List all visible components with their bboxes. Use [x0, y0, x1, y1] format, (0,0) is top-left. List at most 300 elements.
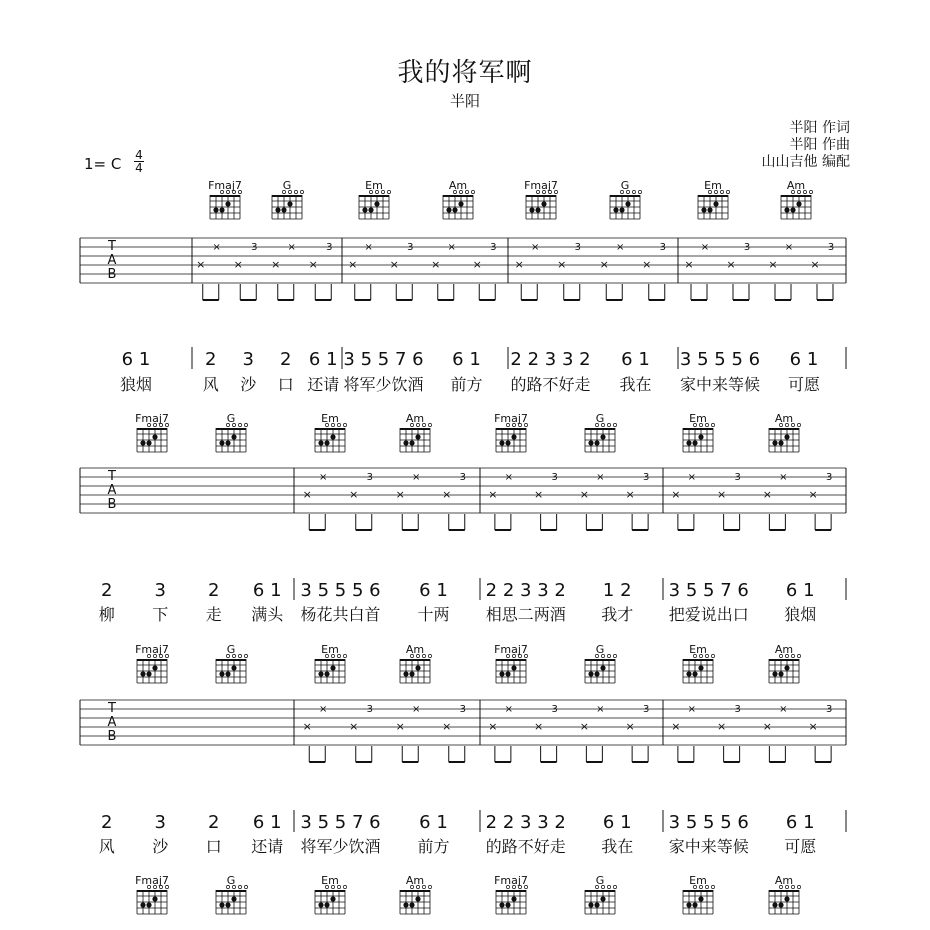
tab-mute-mark: ×: [196, 258, 206, 271]
numbered-note: 3 5 5 7 6: [668, 580, 749, 601]
chord-diagram: [315, 643, 347, 683]
lyric: 我才: [601, 605, 634, 624]
chord-open-marker: [428, 423, 431, 426]
tab-mute-mark: ×: [579, 488, 589, 501]
numbered-note: 6 1: [252, 812, 282, 833]
lyric: 我在: [619, 375, 652, 394]
chord-dot: [698, 665, 703, 670]
chord-nut: [526, 195, 556, 197]
numbered-note: 3 5 5 7 6: [300, 812, 381, 833]
chord-dot: [499, 902, 504, 907]
chord-dot: [146, 671, 151, 676]
chord-name: Fmaj7: [135, 412, 169, 425]
chord-name: G: [595, 412, 605, 425]
chord-dot: [600, 434, 605, 439]
chord-dot: [213, 207, 218, 212]
chord-diagram: [585, 643, 617, 683]
numbered-note: 6 1: [785, 580, 815, 601]
notation-row: [120, 347, 846, 394]
tab-label-a: A: [107, 715, 117, 730]
chord-dot: [698, 896, 703, 901]
chord-open-marker: [337, 423, 340, 426]
chord-dot: [778, 902, 783, 907]
numbered-note: 6 1: [121, 349, 151, 370]
chord-dot: [374, 201, 379, 206]
chord-nut: [216, 890, 246, 892]
chord-nut: [359, 195, 389, 197]
chord-nut: [781, 195, 811, 197]
notation-row: [99, 578, 846, 624]
chord-dot: [600, 665, 605, 670]
tab-label-a: A: [107, 483, 117, 498]
chord-dot: [330, 434, 335, 439]
chord-name: G: [595, 874, 605, 887]
chord-dot: [511, 665, 516, 670]
chord-dot: [600, 896, 605, 901]
chord-dot: [594, 671, 599, 676]
tab-fret-mark: 3: [743, 242, 751, 253]
lyric: 口: [205, 837, 222, 856]
chord-diagram: [135, 874, 169, 914]
tab-mute-mark: ×: [442, 488, 452, 501]
tab-fret-mark: ×: [364, 242, 373, 253]
chord-dot: [225, 201, 230, 206]
chord-dot: [511, 896, 516, 901]
chord-open-marker: [300, 190, 303, 193]
chord-diagram: [400, 874, 432, 914]
chord-diagram: [683, 412, 715, 452]
chord-diagram: [585, 412, 617, 452]
chord-diagram: [135, 643, 169, 683]
chord-open-marker: [343, 423, 346, 426]
chord-dot: [219, 671, 224, 676]
numbered-note: 2: [205, 349, 217, 370]
tab-mute-mark: ×: [395, 488, 405, 501]
chord-nut: [496, 428, 526, 430]
tab-staff: [80, 468, 846, 530]
chord-name: Fmaj7: [494, 874, 528, 887]
tab-fret-mark: 3: [734, 704, 741, 715]
chord-dot: [698, 434, 703, 439]
chord-dot: [594, 902, 599, 907]
chord-dot: [140, 440, 145, 445]
chord-open-marker: [797, 885, 800, 888]
tab-fret-mark: 3: [642, 472, 650, 483]
chord-dot: [588, 671, 593, 676]
tab-mute-mark: ×: [442, 720, 452, 733]
chord-nut: [683, 428, 713, 430]
chord-diagram: [216, 412, 248, 452]
chord-open-marker: [244, 654, 247, 657]
chord-diagram: [698, 179, 730, 219]
tab-fret-mark: ×: [287, 242, 296, 253]
chord-open-marker: [705, 423, 708, 426]
tab-fret-mark: 3: [659, 242, 666, 253]
tab-mute-mark: ×: [302, 720, 312, 733]
lyric: 狼烟: [119, 375, 153, 394]
tab-fret-mark: ×: [412, 472, 421, 483]
tab-label-b: B: [107, 267, 117, 282]
tab-mute-mark: ×: [557, 258, 567, 271]
tab-fret-mark: 3: [459, 704, 466, 715]
chord-dot: [318, 902, 323, 907]
tab-mute-mark: ×: [762, 488, 772, 501]
chord-dot: [686, 671, 691, 676]
chord-dot: [403, 440, 408, 445]
chord-name: Em: [365, 179, 383, 192]
chord-open-marker: [607, 885, 610, 888]
chord-dot: [324, 671, 329, 676]
lyric: 还请: [307, 375, 340, 394]
chord-dot: [231, 665, 236, 670]
numbered-note: 2: [101, 812, 113, 833]
chord-nut: [216, 659, 246, 661]
tab-mute-mark: ×: [717, 720, 727, 733]
lyric: 可愿: [784, 837, 817, 856]
chord-dot: [140, 902, 145, 907]
key-signature: 1= C: [84, 155, 122, 173]
chord-dot: [701, 207, 706, 212]
tab-mute-mark: ×: [684, 258, 694, 271]
chord-dot: [368, 207, 373, 212]
notation-row: [99, 810, 846, 856]
credit-composer: 半阳 作曲: [789, 137, 850, 153]
chord-dot: [692, 902, 697, 907]
numbered-note: 6 1: [621, 349, 650, 370]
tab-fret-mark: 3: [490, 242, 497, 253]
tab-fret-mark: ×: [687, 704, 697, 715]
chord-diagram: [769, 874, 801, 914]
tab-mute-mark: ×: [431, 258, 441, 271]
tab-fret-mark: 3: [827, 242, 835, 253]
chord-name: Em: [689, 643, 707, 656]
chord-dot: [403, 902, 408, 907]
chord-dot: [686, 902, 691, 907]
lyric: 前方: [417, 837, 450, 856]
chord-name: Em: [321, 643, 339, 656]
chord-nut: [496, 890, 526, 892]
numbered-note: 6 1: [419, 580, 448, 601]
tab-mute-mark: ×: [810, 258, 820, 271]
numbered-note: 6 1: [789, 349, 819, 370]
chord-dot: [790, 207, 795, 212]
tab-fret-mark: ×: [504, 472, 514, 483]
lyric: 走: [205, 605, 222, 624]
numbered-note: 3 5 5 5 6: [668, 812, 749, 833]
chord-diagram: [135, 412, 169, 452]
chord-dot: [275, 207, 280, 212]
tab-fret-mark: 3: [407, 242, 414, 253]
chord-name: Fmaj7: [494, 643, 528, 656]
chord-name: Fmaj7: [208, 179, 242, 192]
tab-fret-mark: ×: [319, 704, 328, 715]
lyric: 柳: [98, 605, 115, 624]
chord-name: Em: [704, 179, 722, 192]
chord-open-marker: [343, 654, 346, 657]
song-title: 我的将军啊: [397, 58, 533, 88]
chord-open-marker: [711, 885, 714, 888]
tab-fret-mark: 3: [825, 472, 833, 483]
chord-dot: [588, 440, 593, 445]
lyric: 将军少饮酒: [300, 837, 381, 856]
chord-open-marker: [705, 654, 708, 657]
chord-dot: [140, 671, 145, 676]
chord-open-marker: [238, 423, 241, 426]
chord-dot: [505, 902, 510, 907]
chord-open-marker: [613, 885, 616, 888]
chord-dot: [686, 440, 691, 445]
tab-mute-mark: ×: [671, 720, 681, 733]
tab-mute-mark: ×: [534, 488, 544, 501]
chord-open-marker: [797, 654, 800, 657]
chord-nut: [769, 428, 799, 430]
chord-dot: [219, 207, 224, 212]
chord-nut: [585, 428, 615, 430]
chord-nut: [683, 659, 713, 661]
chord-dot: [219, 902, 224, 907]
chord-diagram: [443, 179, 475, 219]
chord-diagram: [769, 412, 801, 452]
chord-open-marker: [244, 885, 247, 888]
tab-fret-mark: ×: [700, 242, 710, 253]
numbered-note: 3: [154, 580, 166, 601]
tab-mute-mark: ×: [762, 720, 772, 733]
chord-name: Am: [774, 643, 794, 656]
chord-dot: [784, 207, 789, 212]
chord-open-marker: [613, 423, 616, 426]
chord-open-marker: [381, 190, 384, 193]
tab-mute-mark: ×: [395, 720, 405, 733]
chord-dot: [287, 201, 292, 206]
chord-name: G: [226, 412, 236, 425]
tab-mute-mark: ×: [348, 258, 358, 271]
chord-open-marker: [471, 190, 474, 193]
chord-open-marker: [711, 654, 714, 657]
lyric: 家中来等候: [668, 837, 749, 856]
numbered-note: 2: [280, 349, 292, 370]
numbered-note: 1 2: [602, 580, 632, 601]
chord-dot: [784, 434, 789, 439]
tab-fret-mark: ×: [779, 704, 788, 715]
chord-dot: [409, 440, 414, 445]
numbered-note: 6 1: [602, 812, 632, 833]
chord-dot: [281, 207, 286, 212]
tab-label-a: A: [107, 253, 117, 268]
chord-open-marker: [720, 190, 723, 193]
chord-open-marker: [244, 423, 247, 426]
time-signature-bottom: 4: [135, 161, 143, 175]
lyric: 下: [152, 605, 169, 624]
chord-dot: [225, 671, 230, 676]
lyric: 我在: [601, 837, 634, 856]
chord-nut: [769, 890, 799, 892]
chord-dot: [625, 201, 630, 206]
tab-mute-mark: ×: [599, 258, 609, 271]
chord-dot: [692, 440, 697, 445]
chord-dot: [784, 665, 789, 670]
lyric: 口: [277, 375, 294, 394]
chord-open-marker: [337, 885, 340, 888]
tab-fret-mark: ×: [596, 472, 605, 483]
tab-fret-mark: ×: [531, 242, 540, 253]
chord-dot: [452, 207, 457, 212]
tab-mute-mark: ×: [488, 488, 498, 501]
chord-dot: [225, 902, 230, 907]
tab-mute-mark: ×: [579, 720, 589, 733]
chord-name: Em: [321, 874, 339, 887]
lyric: 狼烟: [784, 605, 817, 624]
chord-dot: [330, 665, 335, 670]
tab-label-t: T: [108, 701, 116, 716]
lyric: 风: [98, 837, 115, 856]
chord-nut: [315, 659, 345, 661]
chord-dot: [713, 201, 718, 206]
lyric: 的路不好走: [510, 375, 591, 394]
lyric: 相思二两酒: [485, 605, 566, 624]
chord-dot: [778, 671, 783, 676]
tab-mute-mark: ×: [389, 258, 399, 271]
chord-diagram: [585, 874, 617, 914]
tab-label-t: T: [108, 469, 116, 484]
chord-dot: [362, 207, 367, 212]
chord-open-marker: [428, 885, 431, 888]
lyric: 十两: [417, 605, 450, 624]
chord-dot: [778, 440, 783, 445]
chord-dot: [324, 902, 329, 907]
chord-nut: [315, 890, 345, 892]
chord-name: G: [282, 179, 292, 192]
lyric: 风: [202, 375, 219, 394]
chord-nut: [400, 428, 430, 430]
chord-diagram: [208, 179, 242, 219]
numbered-note: 6 1: [252, 580, 282, 601]
chord-open-marker: [711, 423, 714, 426]
chord-dot: [505, 440, 510, 445]
chord-diagram: [494, 412, 528, 452]
numbered-note: 2 2 3 3 2: [485, 580, 566, 601]
chord-name: Am: [405, 643, 425, 656]
chord-dot: [529, 207, 534, 212]
tab-fret-mark: 3: [551, 472, 558, 483]
chord-nut: [769, 659, 799, 661]
chord-name: Am: [405, 412, 425, 425]
tab-fret-mark: 3: [642, 704, 650, 715]
chord-name: Em: [321, 412, 339, 425]
chord-nut: [137, 890, 167, 892]
chord-nut: [585, 890, 615, 892]
chord-dot: [409, 902, 414, 907]
lyric: 杨花共白首: [300, 605, 381, 624]
chord-diagram: [524, 179, 558, 219]
chord-diagram: [216, 643, 248, 683]
chord-nut: [210, 195, 240, 197]
credit-lyricist: 半阳 作词: [789, 120, 850, 136]
chord-dot: [772, 440, 777, 445]
numbered-note: 6 1: [308, 349, 338, 370]
chord-dot: [772, 671, 777, 676]
chord-dot: [152, 896, 157, 901]
tab-label-b: B: [107, 497, 117, 512]
chord-name: Am: [786, 179, 806, 192]
chord-dot: [784, 896, 789, 901]
chord-open-marker: [607, 423, 610, 426]
chord-diagram: [494, 643, 528, 683]
tab-mute-mark: ×: [625, 488, 635, 501]
chord-nut: [698, 195, 728, 197]
tab-fret-mark: 3: [825, 704, 833, 715]
lyric: 的路不好走: [485, 837, 566, 856]
chord-dot: [318, 671, 323, 676]
chord-dot: [409, 671, 414, 676]
chord-diagram: [216, 874, 248, 914]
tab-fret-mark: ×: [784, 242, 794, 253]
chord-open-marker: [387, 190, 390, 193]
chord-diagram: [359, 179, 391, 219]
chord-open-marker: [343, 885, 346, 888]
chord-dot: [613, 207, 618, 212]
chord-dot: [152, 665, 157, 670]
song-artist: 半阳: [449, 92, 480, 110]
tab-fret-mark: ×: [779, 472, 788, 483]
tab-mute-mark: ×: [271, 258, 281, 271]
tab-mute-mark: ×: [768, 258, 778, 271]
chord-open-marker: [797, 423, 800, 426]
tab-label-b: B: [107, 729, 117, 744]
tab-mute-mark: ×: [808, 720, 818, 733]
tab-mute-mark: ×: [625, 720, 635, 733]
chord-diagram: [400, 643, 432, 683]
chord-name: G: [620, 179, 630, 192]
tab-fret-mark: 3: [326, 242, 333, 253]
tab-fret-mark: ×: [616, 242, 625, 253]
tab-fret-mark: 3: [459, 472, 466, 483]
chord-dot: [458, 201, 463, 206]
chord-dot: [499, 671, 504, 676]
tab-mute-mark: ×: [534, 720, 544, 733]
chord-nut: [585, 659, 615, 661]
chord-diagram: [315, 412, 347, 452]
chord-diagram: [683, 874, 715, 914]
chord-name: Fmaj7: [135, 874, 169, 887]
chord-dot: [318, 440, 323, 445]
chord-dot: [403, 671, 408, 676]
chord-diagram: [400, 412, 432, 452]
tab-mute-mark: ×: [717, 488, 727, 501]
tab-mute-mark: ×: [349, 488, 359, 501]
chord-dot: [330, 896, 335, 901]
chord-diagram: [769, 643, 801, 683]
chord-dot: [796, 201, 801, 206]
chord-nut: [400, 659, 430, 661]
chord-name: Am: [405, 874, 425, 887]
chord-dot: [415, 896, 420, 901]
tab-mute-mark: ×: [302, 488, 312, 501]
tab-fret-mark: ×: [319, 472, 328, 483]
chord-dot: [505, 671, 510, 676]
numbered-note: 6 1: [452, 349, 481, 370]
chord-name: Am: [774, 412, 794, 425]
chord-open-marker: [705, 885, 708, 888]
chord-nut: [315, 428, 345, 430]
chord-nut: [610, 195, 640, 197]
chord-nut: [400, 890, 430, 892]
tab-mute-mark: ×: [808, 488, 818, 501]
chord-open-marker: [632, 190, 635, 193]
chord-open-marker: [238, 885, 241, 888]
chord-open-marker: [638, 190, 641, 193]
chord-nut: [216, 428, 246, 430]
lyric: 可愿: [787, 375, 821, 394]
